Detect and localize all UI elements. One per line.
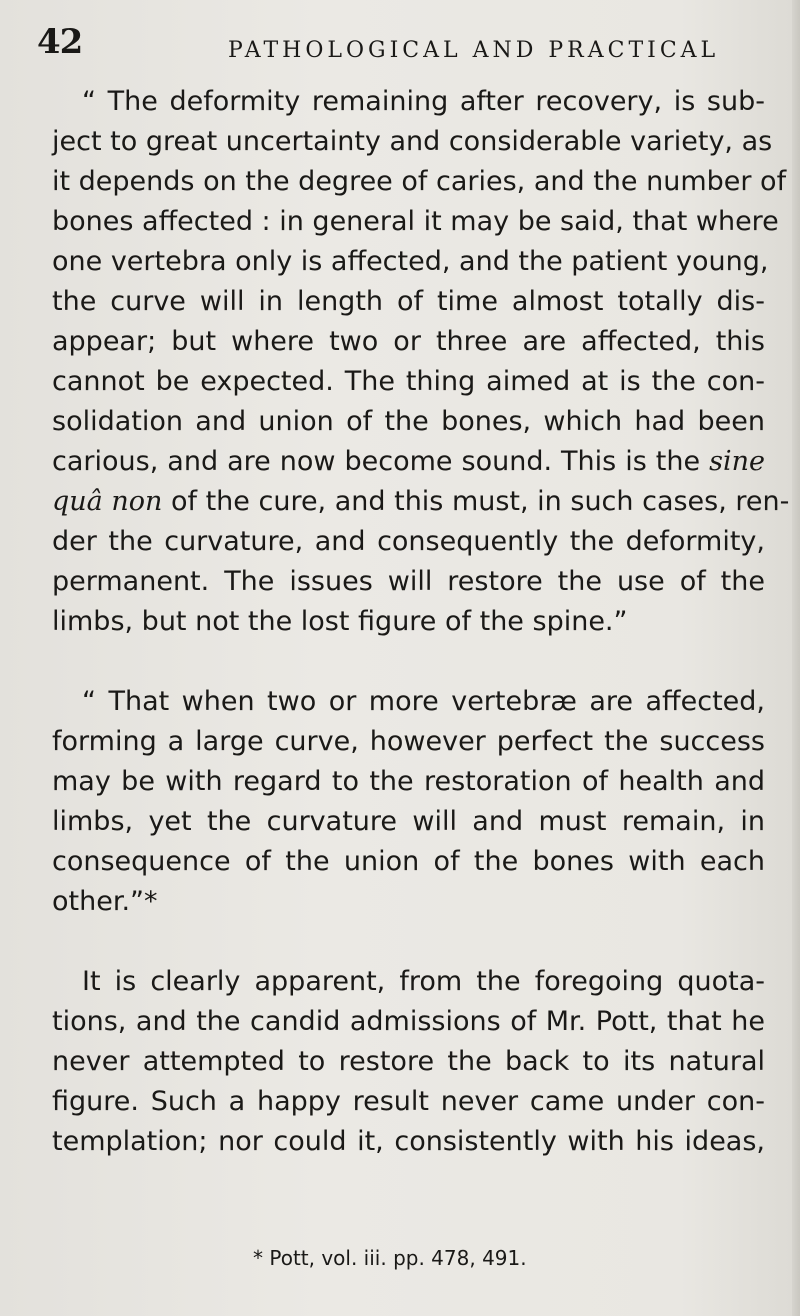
text-line: never attempted to restore the back to its natural [52,1046,765,1077]
text-line: permanent. The issues will restore the use of the [52,566,765,597]
text-line: ject to great uncertainty and considerable variety, as [52,126,773,157]
text-segment: of the cure, and this must, in such cases, ren- [170,486,790,517]
text-line: limbs, but not the lost figure of the spine.” [52,606,628,637]
text-line: bones affected : in general it may be said, that where [52,206,779,237]
text-line: appear; but where two or three are affected, this [52,326,765,357]
italic-phrase: sine [709,446,765,477]
text-line: forming a large curve, however perfect the success [52,726,765,757]
text-line: other.”* [52,886,158,917]
page-number: 42 [37,22,83,62]
text-line: solidation and union of the bones, which had been [52,406,765,437]
text-line: it depends on the degree of caries, and the number of [52,166,787,197]
text-line: the curve will in length of time almost totally dis- [52,286,765,317]
text-line: one vertebra only is affected, and the patient young, [52,246,769,277]
text-line: “ That when two or more vertebræ are affected, [82,686,765,717]
text-line: consequence of the union of the bones with each [52,846,765,877]
text-line: “ The deformity remaining after recovery, is sub- [82,86,765,117]
text-line: tions, and the candid admissions of Mr. Pott, that he [52,1006,765,1037]
text-line: It is clearly apparent, from the foregoing quota- [82,966,765,997]
text-line: limbs, yet the curvature will and must remain, in [52,806,765,837]
italic-phrase: quâ non [52,486,163,517]
text-line: may be with regard to the restoration of health and [52,766,765,797]
text-line: der the curvature, and consequently the deformity, [52,526,765,557]
text-line: cannot be expected. The thing aimed at is the con- [52,366,765,397]
text-line: templation; nor could it, consistently with his ideas, [52,1126,765,1157]
text-segment: carious, and are now become sound. This is the [52,446,701,477]
footnote: * Pott, vol. iii. pp. 478, 491. [253,1246,527,1270]
page-edge [792,0,800,1316]
text-line [52,445,765,479]
text-line [52,485,790,519]
text-line: figure. Such a happy result never came under con- [52,1086,765,1117]
running-head: PATHOLOGICAL AND PRACTICAL [228,38,720,63]
